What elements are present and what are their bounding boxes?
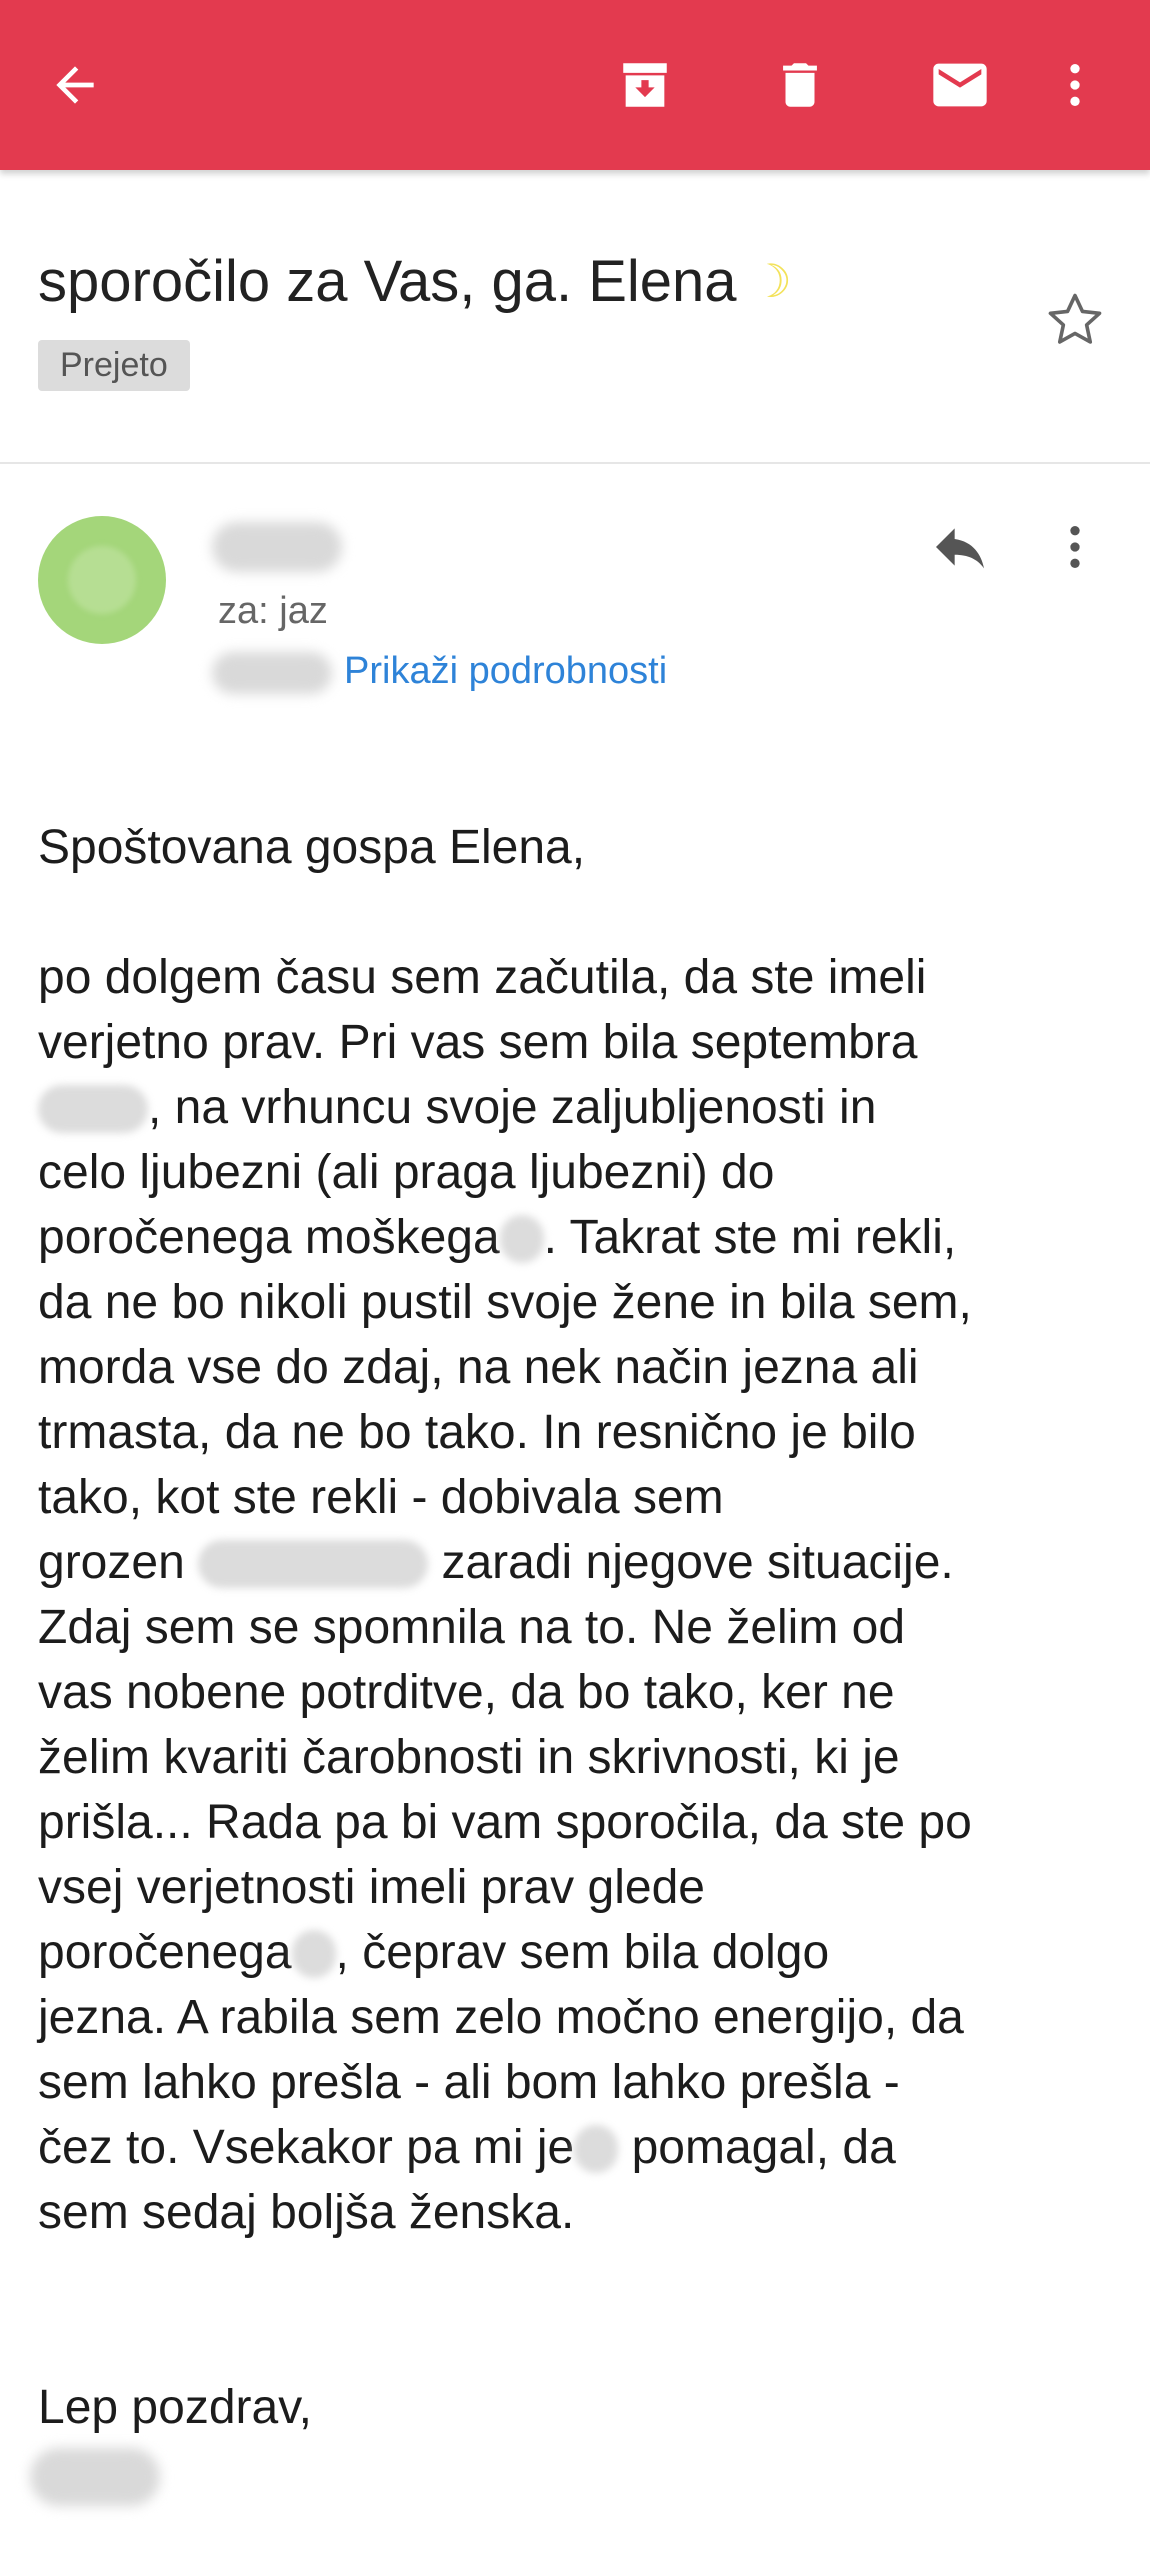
- email-subject: [38, 248, 792, 315]
- email-body-paragraph: [38, 945, 972, 2245]
- delete-button[interactable]: [755, 40, 845, 130]
- redacted-text: [38, 1085, 148, 1133]
- redacted-text: [574, 2125, 618, 2173]
- body-line-fragment: pomagal, da: [631, 2121, 896, 2174]
- body-line: jezna. A rabila sem zelo močno energijo, da: [38, 1991, 964, 2044]
- subject-text: sporočilo za Vas, ga. Elena: [38, 249, 737, 314]
- body-line-fragment: zaradi njegove situacije.: [441, 1536, 954, 1589]
- envelope-icon: [928, 53, 992, 117]
- more-vertical-icon: [1047, 519, 1103, 575]
- star-button[interactable]: [1035, 280, 1115, 360]
- avatar-inner: [68, 546, 136, 614]
- redacted-date: [212, 652, 332, 694]
- back-button[interactable]: [30, 40, 120, 130]
- archive-icon: [616, 56, 674, 114]
- body-line-fragment: , čeprav sem bila dolgo: [335, 1926, 830, 1979]
- archive-button[interactable]: [600, 40, 690, 130]
- mark-unread-button[interactable]: [915, 40, 1005, 130]
- body-line: [38, 1075, 972, 1140]
- body-line: verjetno prav. Pri vas sem bila septembra: [38, 1016, 918, 1069]
- body-line: morda vse do zdaj, na nek način jezna ali: [38, 1341, 919, 1394]
- body-line: [38, 1205, 972, 1270]
- redacted-text: [292, 1930, 336, 1978]
- body-line: prišla... Rada pa bi vam sporočila, da ste po: [38, 1796, 972, 1849]
- subject-header: [0, 170, 1150, 464]
- overflow-menu-button[interactable]: [1035, 40, 1115, 130]
- body-line: vsej verjetnosti imeli prav glede: [38, 1861, 705, 1914]
- body-line: celo ljubezni (ali praga ljubezni) do: [38, 1146, 775, 1199]
- body-line: trmasta, da ne bo tako. In resnično je bilo: [38, 1406, 916, 1459]
- inbox-label-chip[interactable]: Prejeto: [38, 340, 190, 391]
- body-line: [38, 1530, 972, 1595]
- recipient-line: za: jaz: [218, 590, 328, 632]
- show-details-link[interactable]: Prikaži podrobnosti: [344, 650, 668, 692]
- reply-icon: [928, 515, 992, 579]
- redacted-text: [500, 1215, 544, 1263]
- body-line: sem lahko prešla - ali bom lahko prešla -: [38, 2056, 900, 2109]
- reply-button[interactable]: [910, 502, 1010, 592]
- top-app-bar: [0, 0, 1150, 170]
- moon-emoji-icon: ☽: [750, 255, 792, 307]
- sender-header: [0, 462, 1150, 762]
- body-line-fragment: , na vrhuncu svoje zaljubljenosti in: [148, 1081, 877, 1134]
- avatar[interactable]: [38, 516, 166, 644]
- body-line-fragment: poročenega moškega: [38, 1211, 500, 1264]
- body-line: po dolgem času sem začutila, da ste imeli: [38, 951, 927, 1004]
- arrow-left-icon: [47, 57, 103, 113]
- body-line: želim kvariti čarobnosti in skrivnosti, ki je: [38, 1731, 900, 1784]
- redacted-signature: [30, 2448, 160, 2506]
- star-outline-icon: [1044, 289, 1106, 351]
- body-line: Zdaj sem se spomnila na to. Ne želim od: [38, 1601, 906, 1654]
- email-greeting: Spoštovana gospa Elena,: [38, 821, 586, 874]
- body-line: tako, kot ste rekli - dobivala sem: [38, 1471, 724, 1524]
- body-line-fragment: grozen: [38, 1536, 185, 1589]
- redacted-text: [198, 1540, 428, 1588]
- body-line-fragment: poročenega: [38, 1926, 292, 1979]
- trash-icon: [771, 56, 829, 114]
- body-line-fragment: čez to. Vsekakor pa mi je: [38, 2121, 575, 2174]
- redacted-sender-name: [212, 522, 342, 572]
- body-line: sem sedaj boljša ženska.: [38, 2186, 575, 2239]
- body-line: vas nobene potrditve, da bo tako, ker ne: [38, 1666, 895, 1719]
- message-more-button[interactable]: [1035, 502, 1115, 592]
- more-vertical-icon: [1047, 57, 1103, 113]
- body-line-fragment: . Takrat ste mi rekli,: [543, 1211, 957, 1264]
- body-line: [38, 2115, 972, 2180]
- body-line: da ne bo nikoli pustil svoje žene in bila sem,: [38, 1276, 972, 1329]
- body-line: [38, 1920, 972, 1985]
- email-closing: Lep pozdrav,: [38, 2381, 312, 2434]
